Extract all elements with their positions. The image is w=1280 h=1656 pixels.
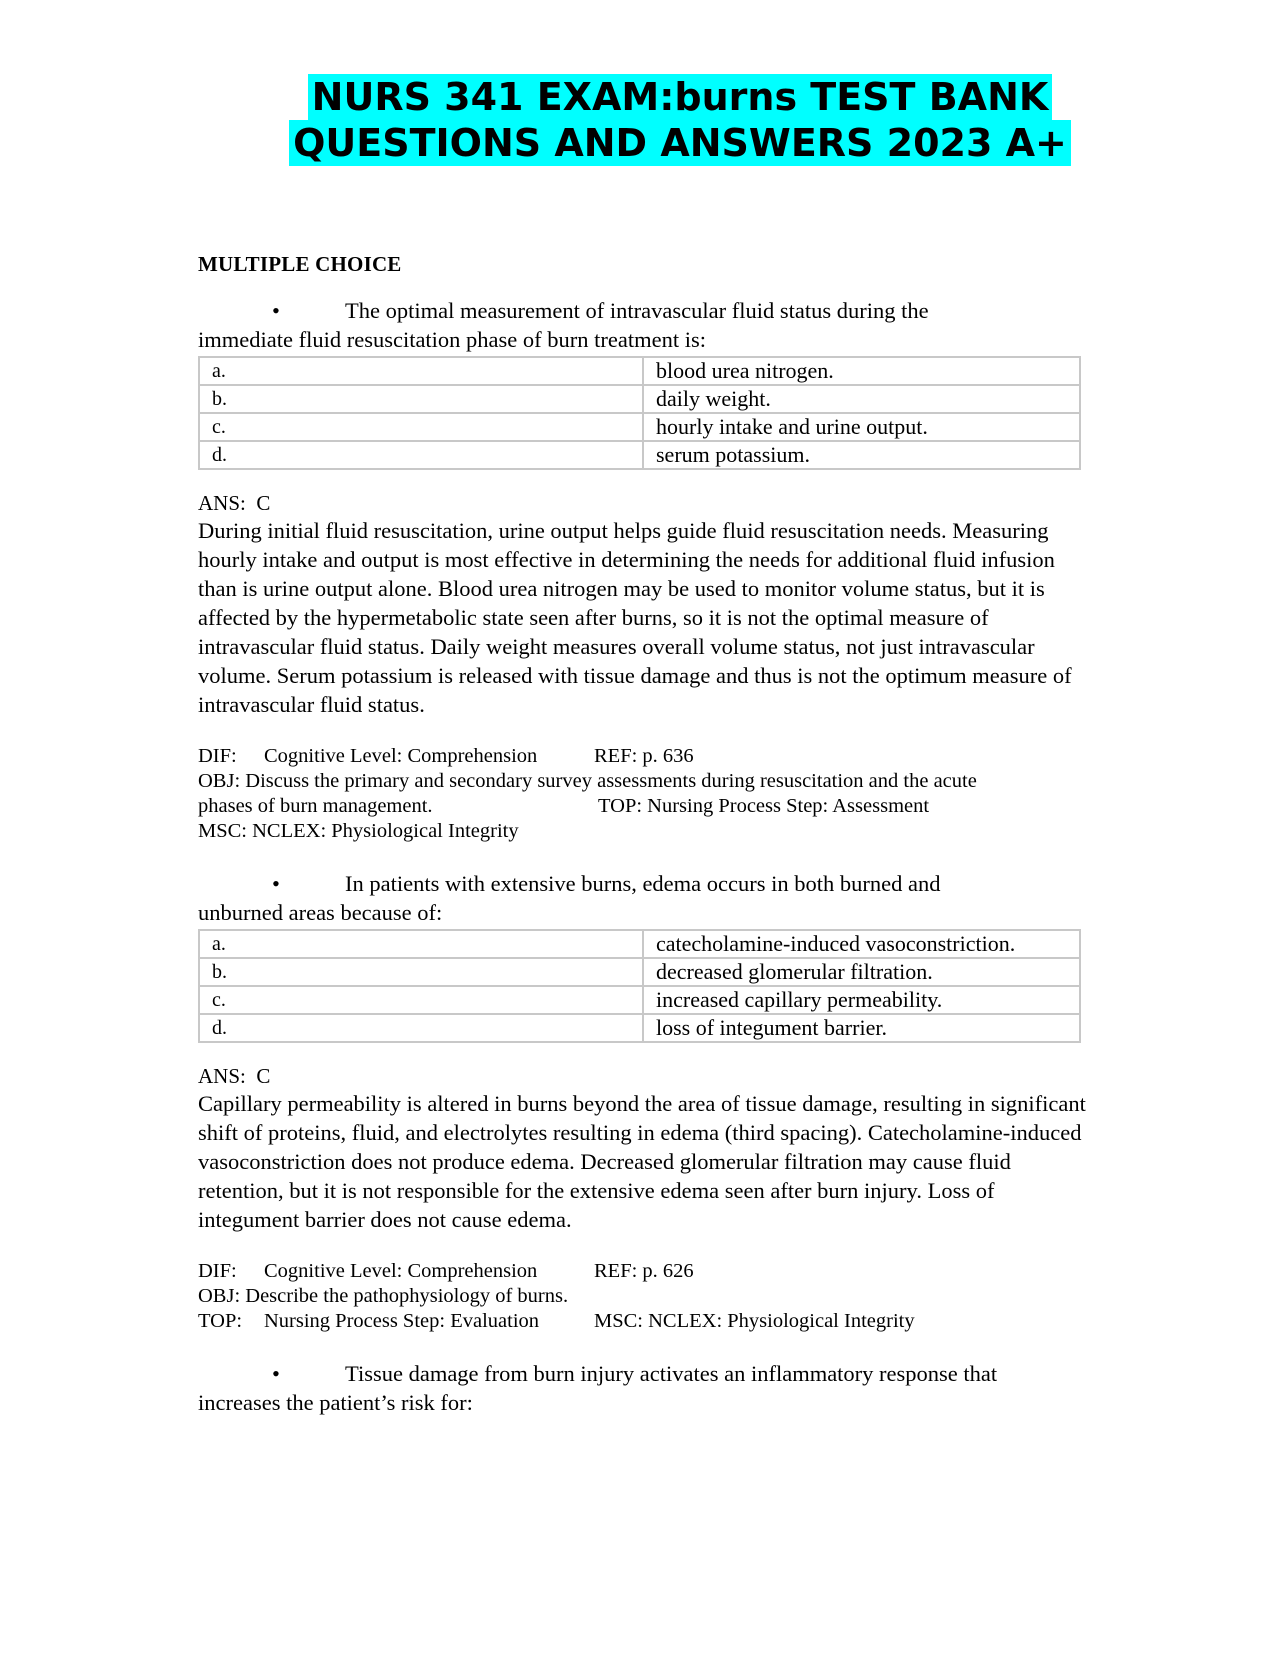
dif-label: DIF: — [198, 1260, 237, 1282]
section-heading: MULTIPLE CHOICE — [198, 252, 402, 276]
question-3-stem-first: Tissue damage from burn injury activates an inflammatory response that — [345, 1361, 998, 1386]
choice-letter: d. — [199, 1014, 643, 1042]
choice-text: decreased glomerular filtration. — [643, 958, 1080, 986]
question-2-stem-first: In patients with extensive burns, edema occurs in both burned and — [345, 871, 941, 896]
choice-row — [199, 930, 1080, 958]
choice-letter: a. — [199, 357, 643, 385]
ref-value: REF: p. 636 — [594, 745, 694, 767]
top-value: Nursing Process Step: Evaluation — [264, 1310, 540, 1332]
question-2-stem-rest: unburned areas because of: — [198, 900, 443, 925]
obj-continuation: phases of burn management. — [198, 795, 433, 817]
choice-text: loss of integument barrier. — [643, 1014, 1080, 1042]
question-2-stem — [198, 869, 1078, 927]
choice-text: hourly intake and urine output. — [643, 413, 1080, 441]
answer-line — [198, 490, 1088, 516]
choice-letter: d. — [199, 441, 643, 469]
dif-ref-row — [198, 1259, 1098, 1284]
ref-value: REF: p. 626 — [594, 1260, 694, 1282]
obj-row: OBJ: Discuss the primary and secondary survey assessments during resuscitation and the acute — [198, 770, 977, 792]
obj-row: OBJ: Describe the pathophysiology of burns. — [198, 1285, 569, 1307]
question-1-first-line — [198, 296, 1078, 325]
question-1-stem — [198, 296, 1078, 354]
dif-ref-row — [198, 744, 1098, 769]
question-2-choices — [198, 929, 1081, 1043]
choice-row — [199, 1014, 1080, 1042]
question-1-answer — [198, 490, 1088, 719]
choice-text: increased capillary permeability. — [643, 986, 1080, 1014]
msc-row: MSC: NCLEX: Physiological Integrity — [198, 820, 519, 842]
dif-value: Cognitive Level: Comprehension — [264, 745, 538, 767]
bullet-icon: • — [272, 298, 280, 323]
ans-label: ANS: — [198, 1064, 246, 1088]
bullet-icon: • — [272, 871, 280, 896]
question-3-stem — [198, 1359, 1078, 1417]
answer-line — [198, 1063, 1088, 1089]
choice-text: blood urea nitrogen. — [643, 357, 1080, 385]
obj-top-row — [198, 794, 1098, 819]
question-1-choices — [198, 356, 1081, 470]
choice-text: serum potassium. — [643, 441, 1080, 469]
question-3-first-line — [198, 1359, 1078, 1388]
question-2-answer — [198, 1063, 1088, 1234]
top-value: TOP: Nursing Process Step: Assessment — [598, 795, 930, 817]
rationale: Capillary permeability is altered in burns beyond the area of tissue damage, resulting in significant shift of proteins, fluid, and electrolytes resulting in edema (third spacing). Catecholamine-induced vasoconstriction does not produce edema. Decreased glomerular filtration may cause fluid retention, but it is not responsible for the extensive edema seen after burn injury. Loss of integument barrier does not cause edema. — [198, 1091, 1086, 1232]
choice-row — [199, 385, 1080, 413]
dif-value: Cognitive Level: Comprehension — [264, 1260, 538, 1282]
top-label: TOP: — [198, 1310, 243, 1332]
choice-row — [199, 441, 1080, 469]
choice-text: daily weight. — [643, 385, 1080, 413]
question-2-first-line — [198, 869, 1078, 898]
question-3-stem-rest: increases the patient’s risk for: — [198, 1390, 473, 1415]
choice-row — [199, 986, 1080, 1014]
choice-letter: a. — [199, 930, 643, 958]
document-title — [0, 74, 1280, 166]
rationale: During initial fluid resuscitation, urine output helps guide fluid resuscitation needs. Measuring hourly intake and output is most effective in determining the needs for additional fluid infusion than is urine output alone. Blood urea nitrogen may be used to monitor volume status, but it is affected by the hypermetabolic state seen after burns, so it is not the optimal measure of intravascular fluid status. Daily weight measures overall volume status, not just intravascular volume. Serum potassium is released with tissue damage and thus is not the optimum measure of intravascular fluid status. — [198, 518, 1072, 717]
ans-label: ANS: — [198, 491, 246, 515]
question-2-meta — [198, 1259, 1098, 1334]
ans-value: C — [256, 491, 271, 515]
choice-letter: c. — [199, 986, 643, 1014]
title-line-1: NURS 341 EXAM:burns TEST BANK — [308, 74, 1053, 120]
dif-label: DIF: — [198, 745, 237, 767]
ans-value: C — [256, 1064, 271, 1088]
choice-row — [199, 357, 1080, 385]
choice-letter: c. — [199, 413, 643, 441]
title-line-2: QUESTIONS AND ANSWERS 2023 A+ — [289, 120, 1071, 166]
question-1-stem-rest: immediate fluid resuscitation phase of burn treatment is: — [198, 327, 706, 352]
choice-row — [199, 413, 1080, 441]
question-1-meta — [198, 744, 1098, 844]
choice-text: catecholamine-induced vasoconstriction. — [643, 930, 1080, 958]
msc-value: MSC: NCLEX: Physiological Integrity — [594, 1310, 915, 1332]
bullet-icon: • — [272, 1361, 280, 1386]
choice-row — [199, 958, 1080, 986]
choice-letter: b. — [199, 385, 643, 413]
question-1-stem-first: The optimal measurement of intravascular fluid status during the — [345, 298, 929, 323]
top-msc-row — [198, 1309, 1098, 1334]
choice-letter: b. — [199, 958, 643, 986]
